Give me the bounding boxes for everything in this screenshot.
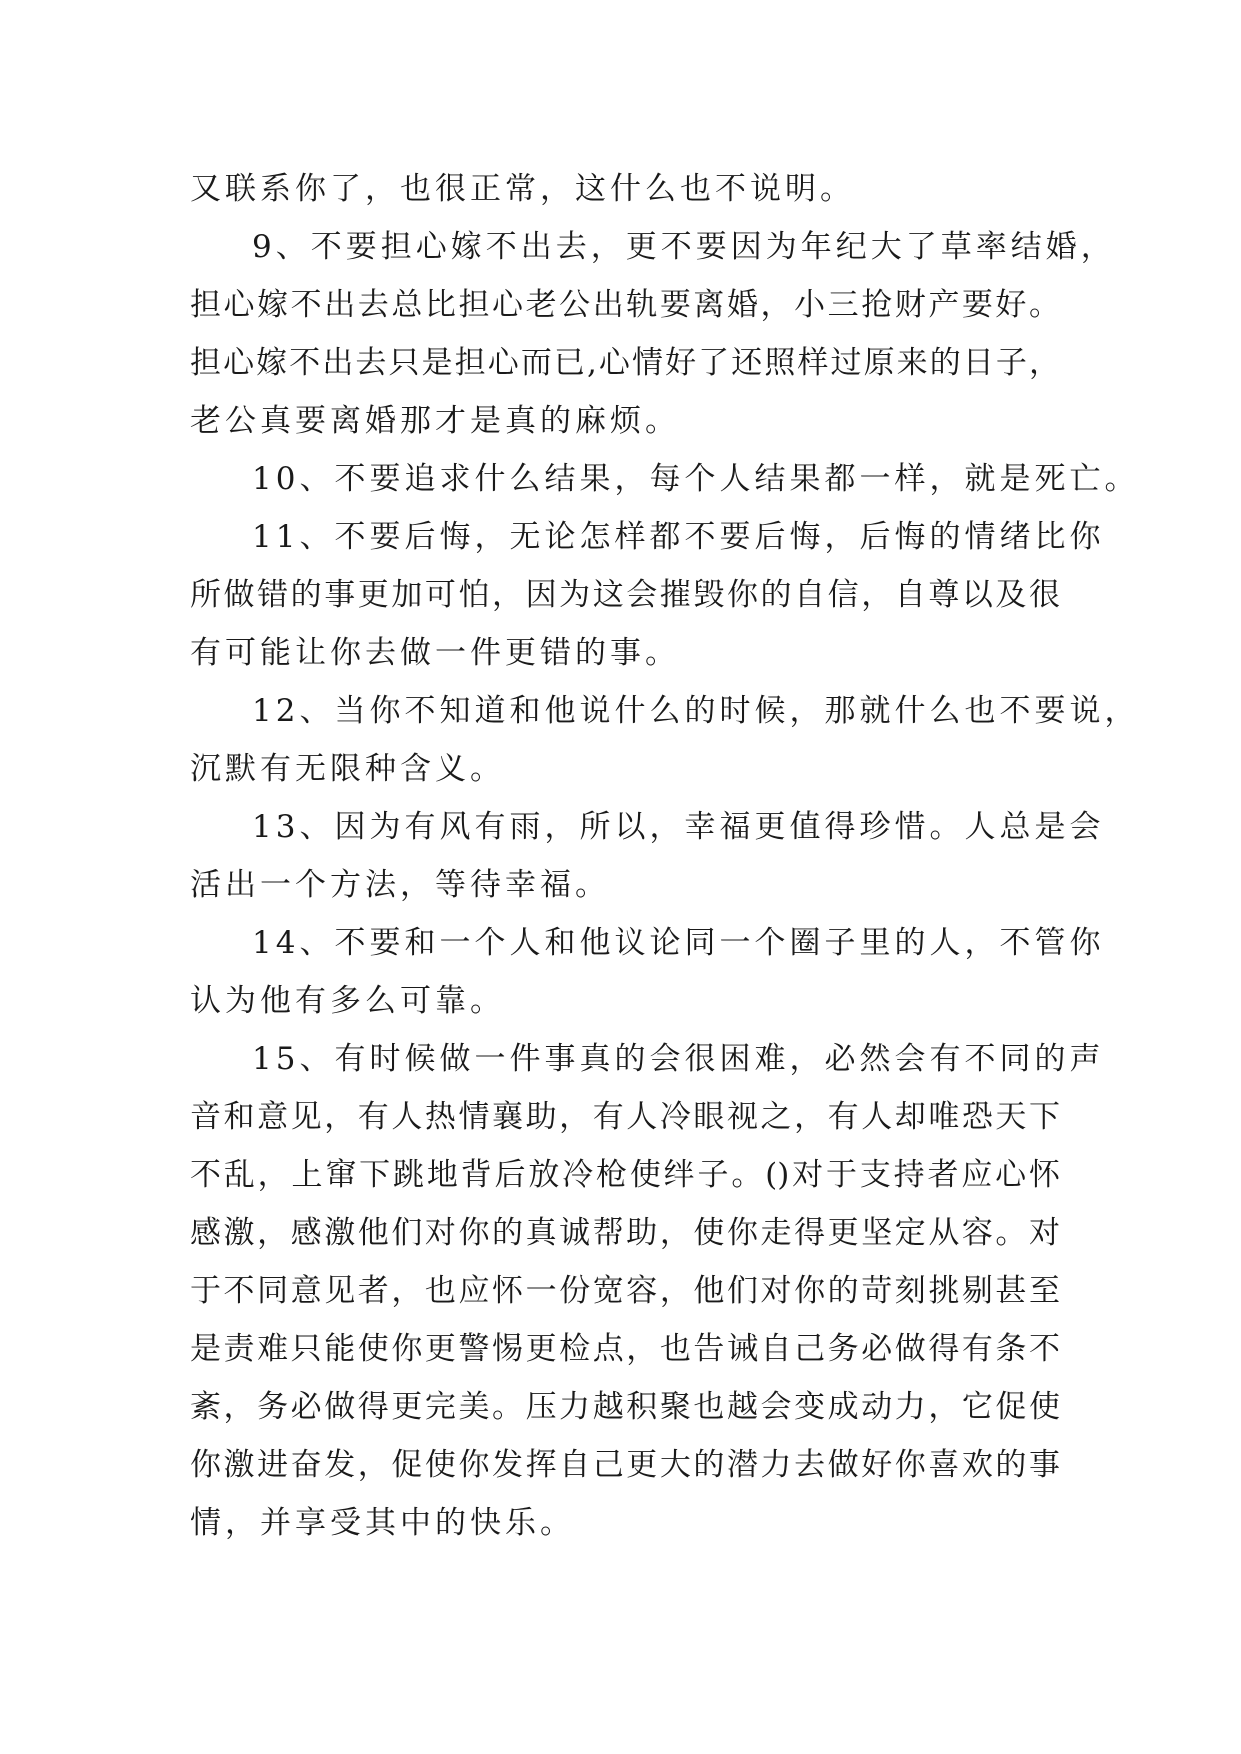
paragraph-line: 活出一个方法，等待幸福。 <box>190 867 610 903</box>
paragraph-line: 有可能让你去做一件更错的事。 <box>190 635 680 671</box>
paragraph-line: 所做错的事更加可怕，因为这会摧毁你的自信，自尊以及很 <box>190 577 1060 613</box>
paragraph-line: 认为他有多么可靠。 <box>190 983 505 1019</box>
paragraph-line: 不乱，上窜下跳地背后放冷枪使绊子。()对于支持者应心怀 <box>190 1157 1060 1193</box>
paragraph-line: 11、不要后悔，无论怎样都不要后悔，后悔的情绪比你 <box>252 519 1105 555</box>
paragraph-line: 又联系你了，也很正常，这什么也不说明。 <box>190 171 855 207</box>
paragraph-line: 老公真要离婚那才是真的麻烦。 <box>190 403 680 439</box>
paragraph-line: 感激，感激他们对你的真诚帮助，使你走得更坚定从容。对 <box>190 1215 1060 1251</box>
paragraph-line: 13、因为有风有雨，所以，幸福更值得珍惜。人总是会 <box>252 809 1105 845</box>
document-body <box>190 160 1140 1552</box>
paragraph-line: 紊，务必做得更完美。压力越积聚也越会变成动力，它促使 <box>190 1389 1060 1425</box>
paragraph-line: 于不同意见者，也应怀一份宽容，他们对你的苛刻挑剔甚至 <box>190 1273 1060 1309</box>
paragraph-line: 是责难只能使你更警惕更检点，也告诫自己务必做得有条不 <box>190 1331 1060 1367</box>
paragraph-line: 担心嫁不出去只是担心而已,心情好了还照样过原来的日子， <box>190 345 1060 381</box>
paragraph-line: 15、有时候做一件事真的会很困难，必然会有不同的声 <box>252 1041 1105 1077</box>
paragraph-line: 12、当你不知道和他说什么的时候，那就什么也不要说， <box>252 693 1140 729</box>
paragraph-line: 沉默有无限种含义。 <box>190 751 505 787</box>
paragraph-line: 9、不要担心嫁不出去，更不要因为年纪大了草率结婚， <box>252 229 1116 265</box>
paragraph-line: 你激进奋发，促使你发挥自己更大的潜力去做好你喜欢的事 <box>190 1447 1060 1483</box>
paragraph-line: 担心嫁不出去总比担心老公出轨要离婚，小三抢财产要好。 <box>190 287 1060 323</box>
paragraph-line: 14、不要和一个人和他议论同一个圈子里的人，不管你 <box>252 925 1105 961</box>
paragraph-line: 10、不要追求什么结果，每个人结果都一样，就是死亡。 <box>252 461 1140 497</box>
paragraph-line: 音和意见，有人热情襄助，有人冷眼视之，有人却唯恐天下 <box>190 1099 1060 1135</box>
paragraph-line: 情，并享受其中的快乐。 <box>190 1505 575 1541</box>
